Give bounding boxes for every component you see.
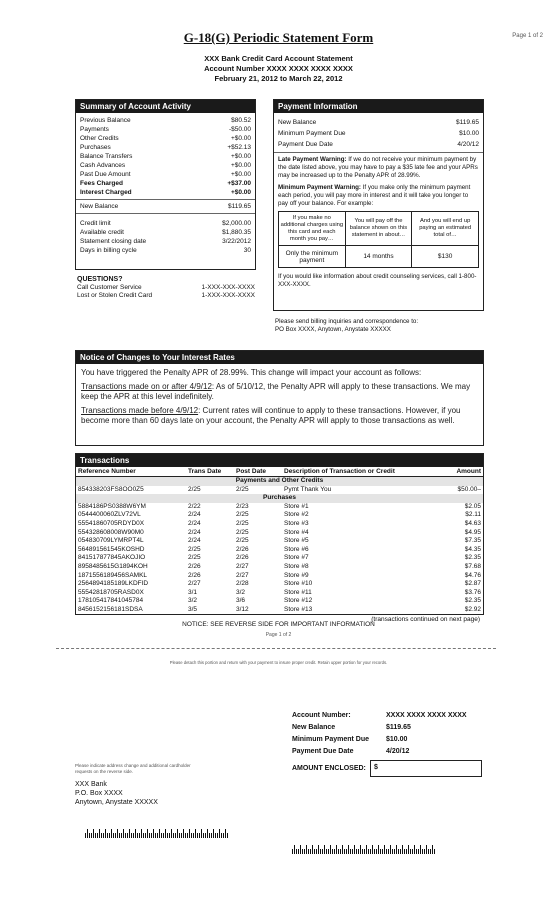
summary-new-balance: New Balance $119.65 xyxy=(80,203,251,210)
table-row xyxy=(76,572,483,581)
reference-cell: 5884186PS0388W6YM xyxy=(78,502,146,510)
amount-cell: $4.76 xyxy=(464,571,481,579)
statement-period: February 21, 2012 to March 22, 2012 xyxy=(214,74,343,83)
amount-enclosed-input[interactable]: $ xyxy=(370,760,482,777)
summary-row-fees: Fees Charged +$37.00 xyxy=(80,180,251,187)
post-date-cell: 2/25 xyxy=(236,537,249,545)
table-row xyxy=(76,537,483,546)
table-row xyxy=(76,529,483,538)
col-post-date: Post Date xyxy=(236,468,266,475)
coupon-row: New Balance $119.65 xyxy=(292,724,411,731)
notice-title: Notice of Changes to Your Interest Rates xyxy=(76,351,483,364)
reference-cell: 178105417841045784 xyxy=(78,597,144,605)
post-date-cell: 2/26 xyxy=(236,554,249,562)
description-cell: Store #11 xyxy=(284,588,312,596)
reference-cell: 0544400060ZLV72VL xyxy=(78,511,141,519)
reference-cell: 55541860705RDYD0X xyxy=(78,519,145,527)
post-date-cell: 2/25 xyxy=(236,511,249,519)
description-cell: Store #6 xyxy=(284,545,309,553)
amount-cell: $7.35 xyxy=(464,537,481,545)
amount-cell: $2.92 xyxy=(464,605,481,613)
trans-date-cell: 3/2 xyxy=(188,597,198,605)
summary-row: Other Credits +$0.00 xyxy=(80,135,251,142)
minimum-payment-warning: Minimum Payment Warning: If you make only the minimum payment each period, you will pay more in interest and it will take you longer to pay off your balance. For example: xyxy=(278,184,471,207)
correspondence: Please send billing inquiries and correspondence to: PO Box XXXX, Anytown, Anystate XXXXX xyxy=(275,318,419,333)
transactions-box xyxy=(75,453,484,623)
reference-cell: 2564894185189LKDFID xyxy=(78,580,149,588)
minimum-payment-table xyxy=(278,211,479,268)
amount-cell: $4.35 xyxy=(464,545,481,553)
trans-date-cell: 2/22 xyxy=(188,502,201,510)
table-row xyxy=(76,503,483,512)
amount-cell: $7.68 xyxy=(464,562,481,570)
postal-barcode xyxy=(85,829,228,838)
amount-cell: $4.95 xyxy=(464,528,481,536)
reverse-side-notice: NOTICE: SEE REVERSE SIDE FOR IMPORTANT INFORMATION xyxy=(182,621,375,628)
reference-cell: 1871556189456SAMKL xyxy=(78,571,148,579)
amount-cell: $2.35 xyxy=(464,597,481,605)
trans-date-cell: 2/24 xyxy=(188,528,201,536)
interest-rate-notice xyxy=(75,350,484,446)
summary-row: Purchases +$52.13 xyxy=(80,144,251,151)
trans-date-cell: 2/27 xyxy=(188,580,201,588)
coupon-row: Minimum Payment Due $10.00 xyxy=(292,736,408,743)
summary-rows xyxy=(76,113,255,197)
description-cell: Store #5 xyxy=(284,537,309,545)
table-cell: Only the minimum payment xyxy=(279,246,346,268)
post-date-cell: 2/26 xyxy=(236,545,249,553)
amount-cell: $2.05 xyxy=(464,502,481,510)
post-date-cell: 2/23 xyxy=(236,502,249,510)
post-date-cell: 3/2 xyxy=(236,588,246,596)
table-cell: $130 xyxy=(412,246,479,268)
reference-cell: 55542818705RASD0X xyxy=(78,588,144,596)
col-trans-date: Trans Date xyxy=(188,468,222,475)
payment-coupon xyxy=(292,710,482,758)
table-row xyxy=(76,606,483,615)
payment-title: Payment Information xyxy=(274,100,483,113)
col-amount: Amount xyxy=(456,468,481,475)
trans-date-cell: 2/24 xyxy=(188,511,201,519)
post-date-cell: 2/25 xyxy=(236,528,249,536)
table-header: If you make no additional charges using this card and each month you pay… xyxy=(279,212,346,246)
reference-cell: 8456152156181SDSA xyxy=(78,605,143,613)
questions-title: QUESTIONS? xyxy=(77,276,123,283)
table-header: You will pay off the balance shown on this statement in about… xyxy=(346,212,413,246)
col-description: Description of Transaction or Credit xyxy=(284,468,395,475)
transactions-title: Transactions xyxy=(76,454,483,467)
trans-date-cell: 2/25 xyxy=(188,545,201,553)
post-date-cell: 2/27 xyxy=(236,562,249,570)
detach-line xyxy=(56,648,496,649)
table-row xyxy=(76,554,483,563)
statement-title: XXX Bank Credit Card Account Statement xyxy=(204,54,353,63)
questions-row: Call Customer Service 1-XXX-XXX-XXXX xyxy=(77,284,255,291)
bank-address: XXX Bank P.O. Box XXXX Anytown, Anystate XXXXX xyxy=(75,781,158,806)
description-cell: Store #13 xyxy=(284,605,313,613)
credit-row: Days in billing cycle 30 xyxy=(80,247,251,254)
description-cell: Store #1 xyxy=(284,502,309,510)
summary-title: Summary of Account Activity xyxy=(76,100,255,113)
transactions-section-header: Purchases xyxy=(76,494,483,503)
payment-row: Minimum Payment Due $10.00 xyxy=(278,130,479,137)
credit-row: Statement closing date 3/22/2012 xyxy=(80,238,251,245)
postal-barcode xyxy=(292,845,435,854)
notice-paragraph: You have triggered the Penalty APR of 28.99%. This change will impact your account as follows: xyxy=(81,368,422,377)
amount-cell: $50.00– xyxy=(457,485,481,493)
description-cell: Store #2 xyxy=(284,511,309,519)
post-date-cell: 2/28 xyxy=(236,580,249,588)
trans-date-cell: 2/26 xyxy=(188,571,201,579)
trans-date-cell: 3/5 xyxy=(188,605,198,613)
summary-row: Previous Balance $80.52 xyxy=(80,117,251,124)
notice-paragraph: Transactions made before 4/9/12: Current rates will continue to apply to these transactions. However, if you become more than 60 days late on your account, the Penalty APR will apply to those transactions as well. xyxy=(81,405,461,425)
table-row xyxy=(76,511,483,520)
description-cell: Store #9 xyxy=(284,571,309,579)
table-row xyxy=(76,563,483,572)
description-cell: Store #8 xyxy=(284,562,309,570)
trans-date-cell: 2/26 xyxy=(188,562,201,570)
col-reference: Reference Number xyxy=(78,468,136,475)
trans-date-cell: 3/1 xyxy=(188,588,198,596)
reference-cell: 564891561545KOSHD xyxy=(78,545,145,553)
coupon-row: Account Number: XXXX XXXX XXXX XXXX xyxy=(292,712,467,719)
form-title: G-18(G) Periodic Statement Form xyxy=(183,30,374,45)
late-payment-warning: Late Payment Warning: If we do not receive your minimum payment by the date listed above, you may have to pay a $35 late fee and your APRs may be increased up to the Penalty APR of 28.99%. xyxy=(278,156,478,179)
summary-box xyxy=(75,99,256,270)
reference-cell: 054830709LYMRPT4L xyxy=(78,537,144,545)
transactions-header-row xyxy=(76,467,483,477)
credit-row: Available credit $1,880.35 xyxy=(80,229,251,236)
post-date-cell: 2/27 xyxy=(236,571,249,579)
table-row xyxy=(76,580,483,589)
reference-cell: 8958485615G1894KOH xyxy=(78,562,148,570)
table-cell: 14 months xyxy=(346,246,413,268)
questions-section xyxy=(77,275,255,300)
summary-row: Past Due Amount +$0.00 xyxy=(80,171,251,178)
post-date-cell: 3/6 xyxy=(236,597,246,605)
trans-date-cell: 2/25 xyxy=(188,554,201,562)
notice-paragraph: Transactions made on or after 4/9/12: As of 5/10/12, the Penalty APR will apply to these transactions. We may keep the APR at this level indefinitely. xyxy=(81,381,471,401)
address-change-note: Please indicate address change and additional cardholder requests on the reverse side. xyxy=(75,763,191,774)
summary-row-interest: Interest Charged +$0.00 xyxy=(80,189,251,196)
table-header: And you will end up paying an estimated total of… xyxy=(412,212,479,246)
table-row xyxy=(76,486,483,495)
post-date-cell: 2/25 xyxy=(236,485,249,493)
transactions-body xyxy=(76,477,483,615)
transactions-continued: (transactions continued on next page) xyxy=(371,615,480,623)
reference-cell: 841517877845AKOJIO xyxy=(78,554,146,562)
table-row xyxy=(76,597,483,606)
payment-row: New Balance $119.65 xyxy=(278,119,479,126)
post-date-cell: 3/12 xyxy=(236,605,249,613)
table-row xyxy=(76,589,483,598)
detach-instructions: Please detach this portion and return with your payment to insure proper credit. Retain upper portion for your records. xyxy=(169,660,388,665)
amount-cell: $2.11 xyxy=(465,511,481,519)
description-cell: Store #4 xyxy=(284,528,309,536)
amount-cell: $2.35 xyxy=(464,554,481,562)
trans-date-cell: 2/24 xyxy=(188,537,201,545)
amount-cell: $2.87 xyxy=(464,580,481,588)
description-cell: Pymt Thank You xyxy=(284,485,332,493)
amount-cell: $4.63 xyxy=(464,519,481,527)
description-cell: Store #7 xyxy=(284,554,309,562)
description-cell: Store #10 xyxy=(284,580,313,588)
description-cell: Store #3 xyxy=(284,519,309,527)
payment-row: Payment Due Date 4/20/12 xyxy=(278,141,479,148)
summary-row: Balance Transfers +$0.00 xyxy=(80,153,251,160)
account-number: Account Number XXXX XXXX XXXX XXXX xyxy=(204,64,353,73)
table-row xyxy=(76,546,483,555)
reference-cell: 554328608008W90M0 xyxy=(78,528,144,536)
post-date-cell: 2/25 xyxy=(236,519,249,527)
questions-row: Lost or Stolen Credit Card 1-XXX-XXX-XXXX xyxy=(77,292,255,299)
coupon-row: Payment Due Date 4/20/12 xyxy=(292,748,410,755)
trans-date-cell: 2/24 xyxy=(188,519,201,527)
transactions-table xyxy=(76,467,483,615)
trans-date-cell: 2/25 xyxy=(188,485,201,493)
credit-row: Credit limit $2,000.00 xyxy=(80,220,251,227)
page-number-bottom: Page 1 of 2 xyxy=(265,632,292,638)
payment-box xyxy=(273,99,484,311)
table-row xyxy=(76,520,483,529)
summary-row: Payments -$50.00 xyxy=(80,126,251,133)
credit-counseling: If you would like information about credit counseling services, call 1-800-XXX-XXXX. xyxy=(278,273,477,288)
amount-enclosed-label: AMOUNT ENCLOSED: xyxy=(292,765,366,772)
description-cell: Store #12 xyxy=(284,597,313,605)
page-number-top: Page 1 of 2 xyxy=(512,33,543,39)
transactions-section-header: Payments and Other Credits xyxy=(76,477,483,486)
amount-cell: $3.76 xyxy=(464,588,481,596)
reference-cell: 854338203FS8OO0Z5 xyxy=(78,485,144,493)
summary-row: Cash Advances +$0.00 xyxy=(80,162,251,169)
